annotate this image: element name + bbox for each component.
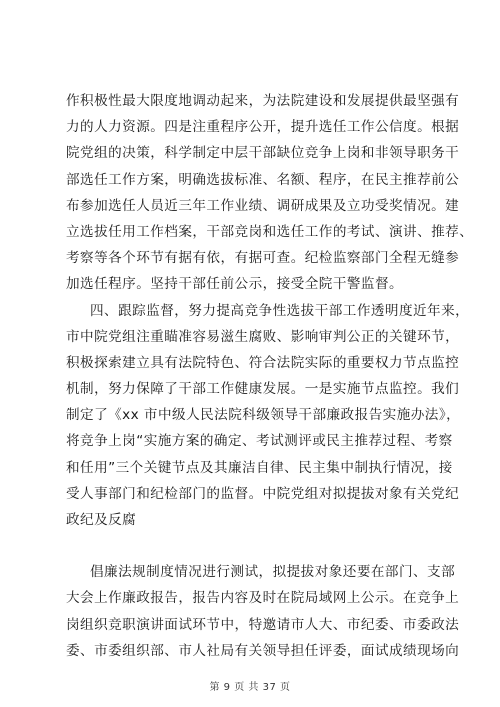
text-line: 作积极性最大限度地调动起来，为法院建设和发展提供最坚强有 — [66, 93, 460, 109]
text-line: 和任用”三个关键节点及其廉洁自律、民主集中制执行情况，接 — [66, 459, 453, 476]
text-line: 将竞争上岗“实施方案的确定、考试测评或民主推荐过程、考察 — [66, 433, 453, 450]
paragraph — [66, 559, 460, 664]
text-line: 力的人力资源。四是注重程序公开，提升选任工作公信度。根据 — [66, 119, 460, 136]
text-line: 积极探索建立具有法院特色、符合法院实际的重要权力节点监控 — [66, 354, 460, 371]
text-line: 受人事部门和纪检部门的监督。中院党组对拟提拔对象有关党纪 — [66, 485, 460, 502]
text-line: 倡廉法规制度情况进行测试，拟提拔对象还要在部门、支部 — [90, 564, 456, 581]
text-line: 加选任程序。坚持干部任前公示，接受全院干警监督。 — [66, 276, 404, 293]
text-line: 立选拔任用工作档案，干部竞岗和选任工作的考试、演讲、推荐、 — [66, 223, 474, 240]
text-line: 四、跟踪监督，努力提高竞争性选拔干部工作透明度近年来， — [90, 302, 470, 319]
text-line: 考察等各个环节有据有依，有据可查。纪检监察部门全程无缝参 — [66, 250, 460, 267]
paragraph — [66, 298, 470, 534]
text-line: 市中院党组注重瞄准容易滋生腐败、影响审判公正的关键环节， — [66, 328, 460, 345]
text-line: 制定了《xx 市中级人民法院科级领导干部廉政报告实施办法》， — [66, 407, 461, 424]
text-line: 部选任工作方案，明确选拔标准、名额、程序，在民主推荐前公 — [66, 171, 460, 188]
paragraph — [66, 88, 474, 298]
page-footer: 第 9 页 共 37 页 — [209, 682, 291, 693]
text-line: 政纪及反腐 — [66, 512, 137, 528]
text-line: 院党组的决策，科学制定中层干部缺位竞争上岗和非领导职务干 — [66, 145, 460, 162]
paragraph-gap — [66, 533, 446, 559]
text-line: 岗组织竞职演讲面试环节中，特邀请市人大、市纪委、市委政法 — [66, 616, 460, 633]
text-line: 布参加选任人员近三年工作业绩、调研成果及立功受奖情况。建 — [66, 197, 460, 214]
text-line: 机制，努力保障了干部工作健康发展。一是实施节点监控。我们 — [66, 381, 460, 398]
text-line: 大会上作廉政报告，报告内容及时在院局域网上公示。在竞争上 — [66, 590, 460, 607]
document-body — [66, 88, 474, 664]
text-line: 委、市委组织部、市人社局有关领导担任评委，面试成绩现场向 — [66, 642, 460, 659]
